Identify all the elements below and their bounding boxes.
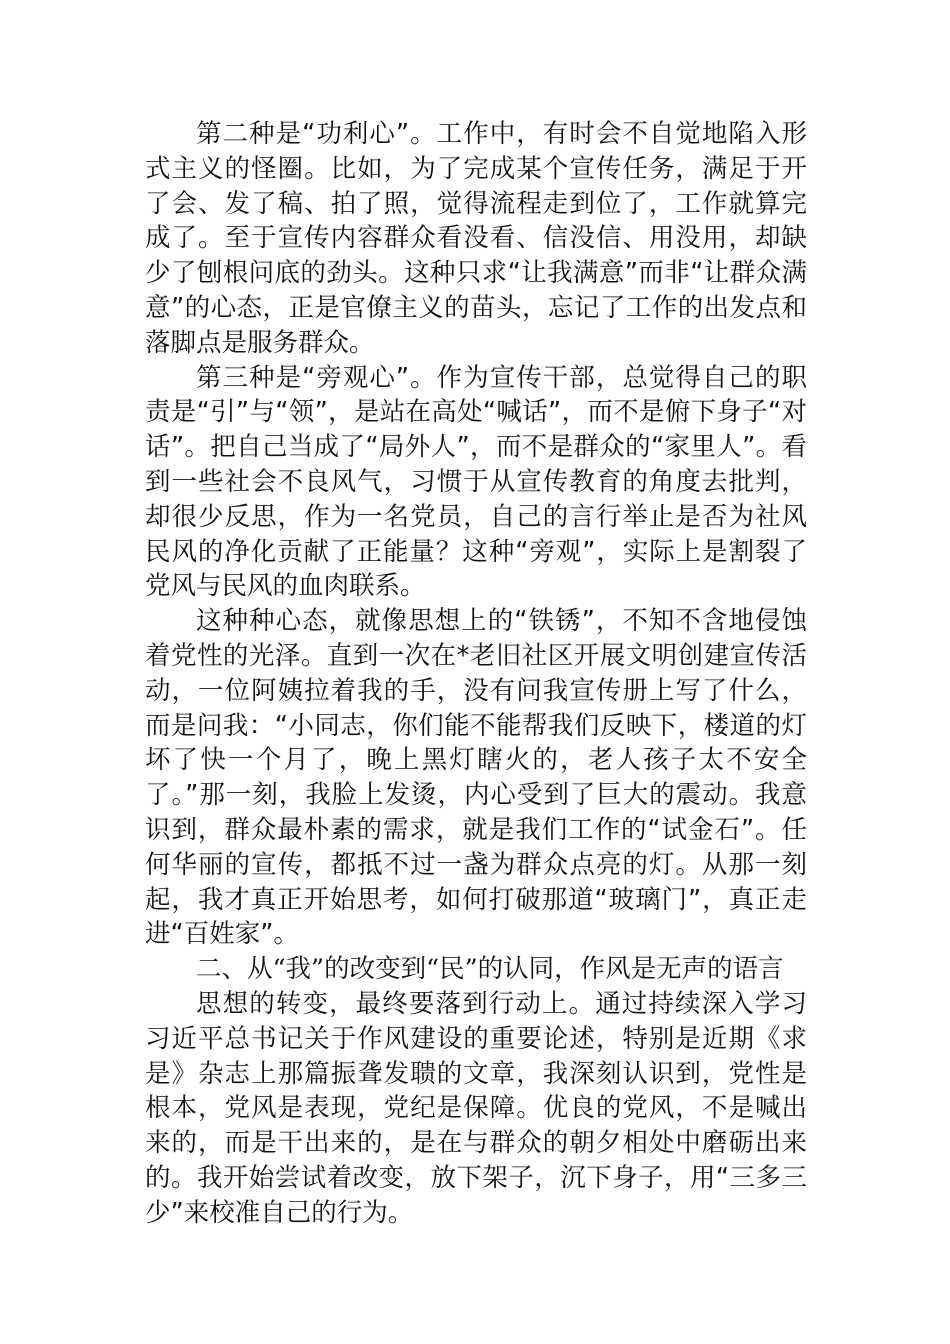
paragraph-gongli-xin: 第二种是“功利心”。工作中，有时会不自觉地陷入形式主义的怪圈。比如，为了完成某个宣传任务，满足于开了会、发了稿、拍了照，觉得流程走到位了，工作就算完成了。至于宣传内容群众看没看、信没信、用没用，却缺少了刨根问底的劲头。这种只求“让我满意”而非“让群众满意”的心态，正是官僚主义的苗头，忘记了工作的出发点和落脚点是服务群众。 bbox=[145, 119, 807, 358]
paragraph-tiexiu: 这种种心态，就像思想上的“铁锈”，不知不含地侵蚀着党性的光泽。直到一次在*老旧社区开展文明创建宣传活动，一位阿姨拉着我的手，没有问我宣传册上写了什么，而是问我：“小同志，你们能不能帮我们反映下，楼道的灯坏了快一个月了，晚上黑灯瞎火的，老人孩子太不安全了。”那一刻，我脸上发烫，内心受到了巨大的震动。我意识到，群众最朴素的需求，就是我们工作的“试金石”。任何华丽的宣传，都抵不过一盏为群众点亮的灯。从那一刻起，我才真正开始思考，如何打破那道“玻璃门”，真正走进“百姓家”。 bbox=[145, 606, 807, 950]
document-body bbox=[145, 117, 807, 1231]
paragraph-pangguan-xin: 第三种是“旁观心”。作为宣传干部，总觉得自己的职责是“引”与“领”，是站在高处“喊话”，而不是俯下身子“对话”。把自己当成了“局外人”，而不是群众的“家里人”。看到一些社会不良风气，习惯于从宣传教育的角度去批判，却很少反思，作为一名党员，自己的言行举止是否为社风民风的净化贡献了正能量？这种“旁观”，实际上是割裂了党风与民风的血肉联系。 bbox=[145, 362, 807, 602]
section-heading: 二、从“我”的改变到“民”的认同，作风是无声的语言 bbox=[196, 954, 784, 985]
paragraph-sixiang-zhuanbian: 思想的转变，最终要落到行动上。通过持续深入学习习近平总书记关于作风建设的重要论述，特别是近期《求是》杂志上那篇振聋发聩的文章，我深刻认识到，党性是根本，党风是表现，党纪是保障。优良的党风，不是喊出来的，而是干出来的，是在与群众的朝夕相处中磨砺出来的。我开始尝试着改变，放下架子，沉下身子，用“三多三少”来校准自己的行为。 bbox=[145, 988, 807, 1228]
